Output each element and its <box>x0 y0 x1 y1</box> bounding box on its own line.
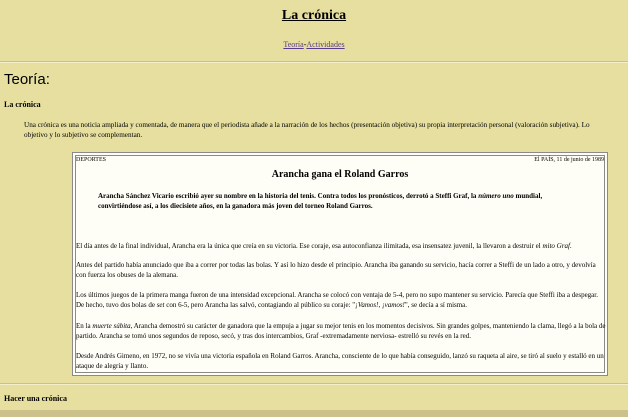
article-paragraph-4: En la muerte súbita, Arancha demostró su carácter de ganadora que la empuja a jugar su mejor tenis en los momentos decisivos. Sin grandes golpes, manteniendo la clama, llegó a la bola de partido. Arancha se tomó unos segundos de reposo, secó, y tras dos intercambios, Graf -extremadamente nerviosa- estrelló su revés en la red. <box>76 322 606 340</box>
bottom-heading: Hacer una crónica <box>4 394 67 403</box>
top-nav <box>0 40 628 49</box>
section-heading: Teoría: <box>4 71 50 88</box>
article-source-date: El PAÍS, 11 de junio de 1989 <box>534 157 604 163</box>
article-paragraph-2: Antes del partido había anunciado que iba a correr por todas las bolas. Y así lo hizo desde el principio. Arancha iba ganando su servicio, hacía correr a Steffi de un lado a otro, y devolvía con fuerza los obuses de la alemana. <box>76 261 596 279</box>
divider-top <box>0 61 628 63</box>
nav-link-teoria[interactable]: Teoría <box>283 40 304 49</box>
nav-link-actividades[interactable]: Actividades <box>306 40 345 49</box>
article-paragraph-3: Los últimos juegos de la primera manga fueron de una intensidad excepcional. Arancha se colocó con ventaja de 5-4, pero no supo mantener su servicio. Parecía que Steffi iba a despegar. De hecho, tuvo dos bolas de set con 6-5, pero Arancha las salvó, contagiando al público su coraje: "¡Vamos!, ¡vamos!", se decía a sí misma. <box>76 291 598 309</box>
subsection-heading: La crónica <box>4 100 41 109</box>
article-paragraph-5: Desde Andrés Gimeno, en 1972, no se vivía una victoria española en Roland Garros. Arancha, consciente de lo que había conseguido, lanzó su raqueta al aire, se tiró al suelo y estalló en un ataque de alegría y llanto. <box>76 352 604 370</box>
article-paragraph-1: El día antes de la final individual, Arancha era la única que creía en su victoria. Ese coraje, esa autoconfianza ilimitada, esa insensatez juvenil, la llevaron a destruir el mito Graf. <box>76 242 572 250</box>
intro-paragraph: Una crónica es una noticia ampliada y comentada, de manera que el periodista añade a la narración de los hechos (presentación objetiva) su propia interpretación personal (valoración subjetiva). Lo objetivo y lo subjetivo se complementan. <box>24 121 590 139</box>
nav-separator: - <box>303 40 307 49</box>
article-section-label: DEPORTES <box>76 157 106 163</box>
divider-bottom <box>0 383 628 385</box>
article-lead: Arancha Sánchez Vicario escribió ayer su nombre en la historia del tenis. Contra todos los pronósticos, derrotó a Steffi Graf, la número uno mundial, convirtiéndose así, a los diecisiete años, en la ganadora más joven del torneo Roland Garros. <box>98 192 543 210</box>
article-frame <box>72 152 608 376</box>
bottom-strip <box>0 410 628 417</box>
article-title: Arancha gana el Roland Garros <box>271 169 409 180</box>
page-title: La crónica <box>281 8 347 23</box>
